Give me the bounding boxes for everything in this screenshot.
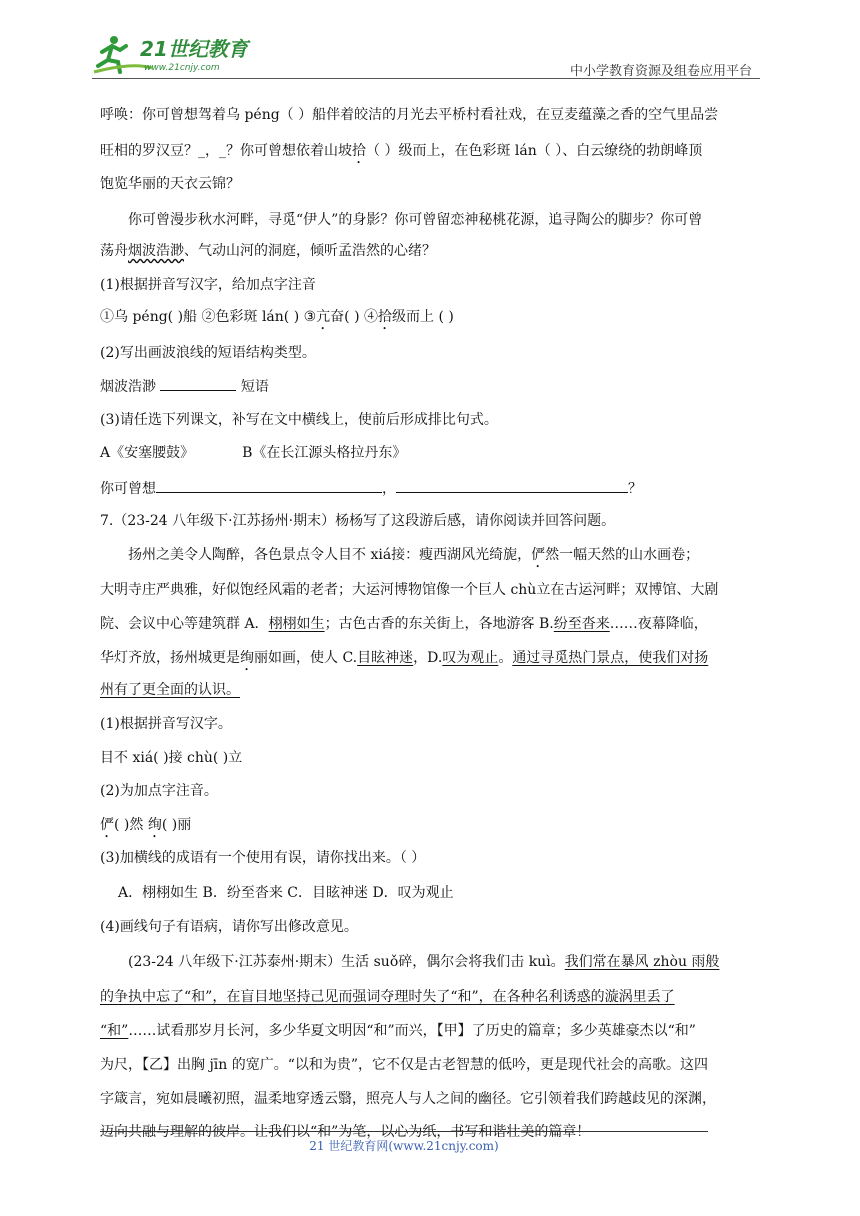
q8-passage-line-3: “和”……试看那岁月长河，多少华夏文明因“和”而兴，【甲】了历史的篇章；多少英雄豪杰以“和” bbox=[100, 1023, 696, 1039]
q7-passage-line-5: 州有了更全面的认识。 bbox=[100, 682, 240, 698]
header-platform-name: 中小学教育资源及组卷应用平台 bbox=[569, 64, 752, 79]
q8-passage-line-6: 迈向共融与理解的彼岸。让我们以“和”为笔，以心为纸，书写和谐壮美的篇章！ bbox=[100, 1124, 591, 1140]
q7-passage-line-3: 院、会议中心等建筑群 A．栩栩如生；古色古香的东关街上，各地游客 B.纷至沓来……夜幕降临， bbox=[100, 616, 708, 632]
q7-part1-prompt: (1)根据拼音写汉字。 bbox=[100, 716, 232, 732]
q7-part3-prompt: (3)加横线的成语有一个使用有误，请你找出来。（ ） bbox=[100, 850, 426, 866]
q7-part2-items: 俨( )然 绚( )丽 bbox=[100, 817, 192, 833]
fill-blank-2[interactable] bbox=[396, 478, 628, 493]
footer-divider bbox=[100, 1131, 708, 1132]
header-divider bbox=[92, 78, 760, 79]
intro-line-3: 饱览华丽的天衣云锦？ bbox=[100, 176, 240, 192]
q8-passage-line-2: 的争执中忘了“和”，在盲目地坚持己见而强词夺理时失了“和”，在各种名利诱惑的漩涡里丢了 bbox=[100, 989, 675, 1005]
q6-part3-fill: 你可曾想 ， ？ bbox=[100, 478, 642, 499]
q7-heading: 7.（23-24 八年级下·江苏扬州·期末）杨杨写了这段游后感，请你阅读并回答问题。 bbox=[100, 513, 616, 529]
q7-passage-line-4: 华灯齐放，扬州城更是绚丽如画，使人 C.目眩神迷，D.叹为观止。通过寻觅热门景点，使我们对扬 bbox=[100, 650, 709, 666]
intro-line-4: 你可曾漫步秋水河畔，寻觅“伊人”的身影？你可曾留恋神秘桃花源，追寻陶公的脚步？你可曾 bbox=[128, 212, 703, 228]
q8-passage-line-5: 字箴言，宛如晨曦初照，温柔地穿透云翳，照亮人与人之间的幽径。它引领着我们跨越歧见的深渊， bbox=[100, 1091, 716, 1107]
page-header bbox=[92, 28, 760, 80]
option-a: A《安塞腰鼓》 bbox=[100, 445, 195, 461]
q6-part3-options bbox=[100, 443, 406, 463]
q7-part4-prompt: (4)画线句子有语病，请你写出修改意见。 bbox=[100, 919, 358, 935]
q6-part3-prompt: (3)请任选下列课文，补写在文中横线上，使前后形成排比句式。 bbox=[100, 412, 498, 428]
q7-passage-line-2: 大明寺庄严典雅，好似饱经风霜的老者；大运河博物馆像一个巨人 chù立在古运河畔；双博馆、大剧 bbox=[100, 582, 719, 598]
answer-blank[interactable] bbox=[160, 376, 236, 391]
logo-text: 21世纪教育 bbox=[140, 37, 248, 61]
q7-part1-items: 目不 xiá( )接 chù( )立 bbox=[100, 750, 243, 766]
intro-line-5: 荡舟烟波浩渺、气动山河的洞庭，倾听孟浩然的心绪？ bbox=[100, 243, 436, 259]
q7-part2-prompt: (2)为加点字注音。 bbox=[100, 783, 218, 799]
footer-link[interactable]: 21 世纪教育网(www.21cnjy.com) bbox=[309, 1139, 499, 1153]
q8-passage-line-1: (23-24 八年级下·江苏泰州·期末）生活 suǒ碎，偶尔会将我们击 kuì。我们常在暴风 zhòu 雨般 bbox=[128, 954, 720, 970]
q6-part1-prompt: (1)根据拼音写汉字，给加点字注音 bbox=[100, 277, 316, 293]
fill-blank-1[interactable] bbox=[156, 478, 382, 493]
q6-part2-answer: 烟波浩渺 短语 bbox=[100, 376, 269, 397]
q8-passage-line-4: 为尺，【乙】出胸 jīn 的宽广。“以和为贵”，它不仅是古老智慧的低吟，更是现代社会的高歌。这四 bbox=[100, 1057, 709, 1073]
q7-part3-options: A．栩栩如生 B．纷至沓来 C．目眩神迷 D．叹为观止 bbox=[118, 885, 454, 901]
option-b: B《在长江源头格拉丹东》 bbox=[242, 445, 407, 461]
q6-part1-items: ①乌 péng( )船 ②色彩斑 lán( ) ③亢奋( ) ④拾级而上 ( ) bbox=[100, 309, 454, 325]
site-logo bbox=[92, 32, 262, 76]
intro-line-1: 呼唤：你可曾想驾着乌 péng（ ）船伴着皎洁的月光去平桥村看社戏，在豆麦蕴藻之香的空气里品尝 bbox=[100, 107, 719, 123]
q6-part2-prompt: (2)写出画波浪线的短语结构类型。 bbox=[100, 345, 316, 361]
q7-passage-line-1: 扬州之美令人陶醉，各色景点令人目不 xiá接：瘦西湖风光绮旎，俨然一幅天然的山水画卷； bbox=[128, 547, 700, 563]
emphasis-char: 拾 bbox=[352, 143, 366, 159]
intro-line-2: 旺相的罗汉豆？_，_？你可曾想依着山坡拾（ ）级而上，在色彩斑 lán（ ）、白云缭绕的勃朗峰顶 bbox=[100, 143, 703, 159]
logo-url: www.21cnjy.com bbox=[144, 63, 220, 73]
wavy-phrase: 烟波浩渺 bbox=[128, 243, 184, 259]
